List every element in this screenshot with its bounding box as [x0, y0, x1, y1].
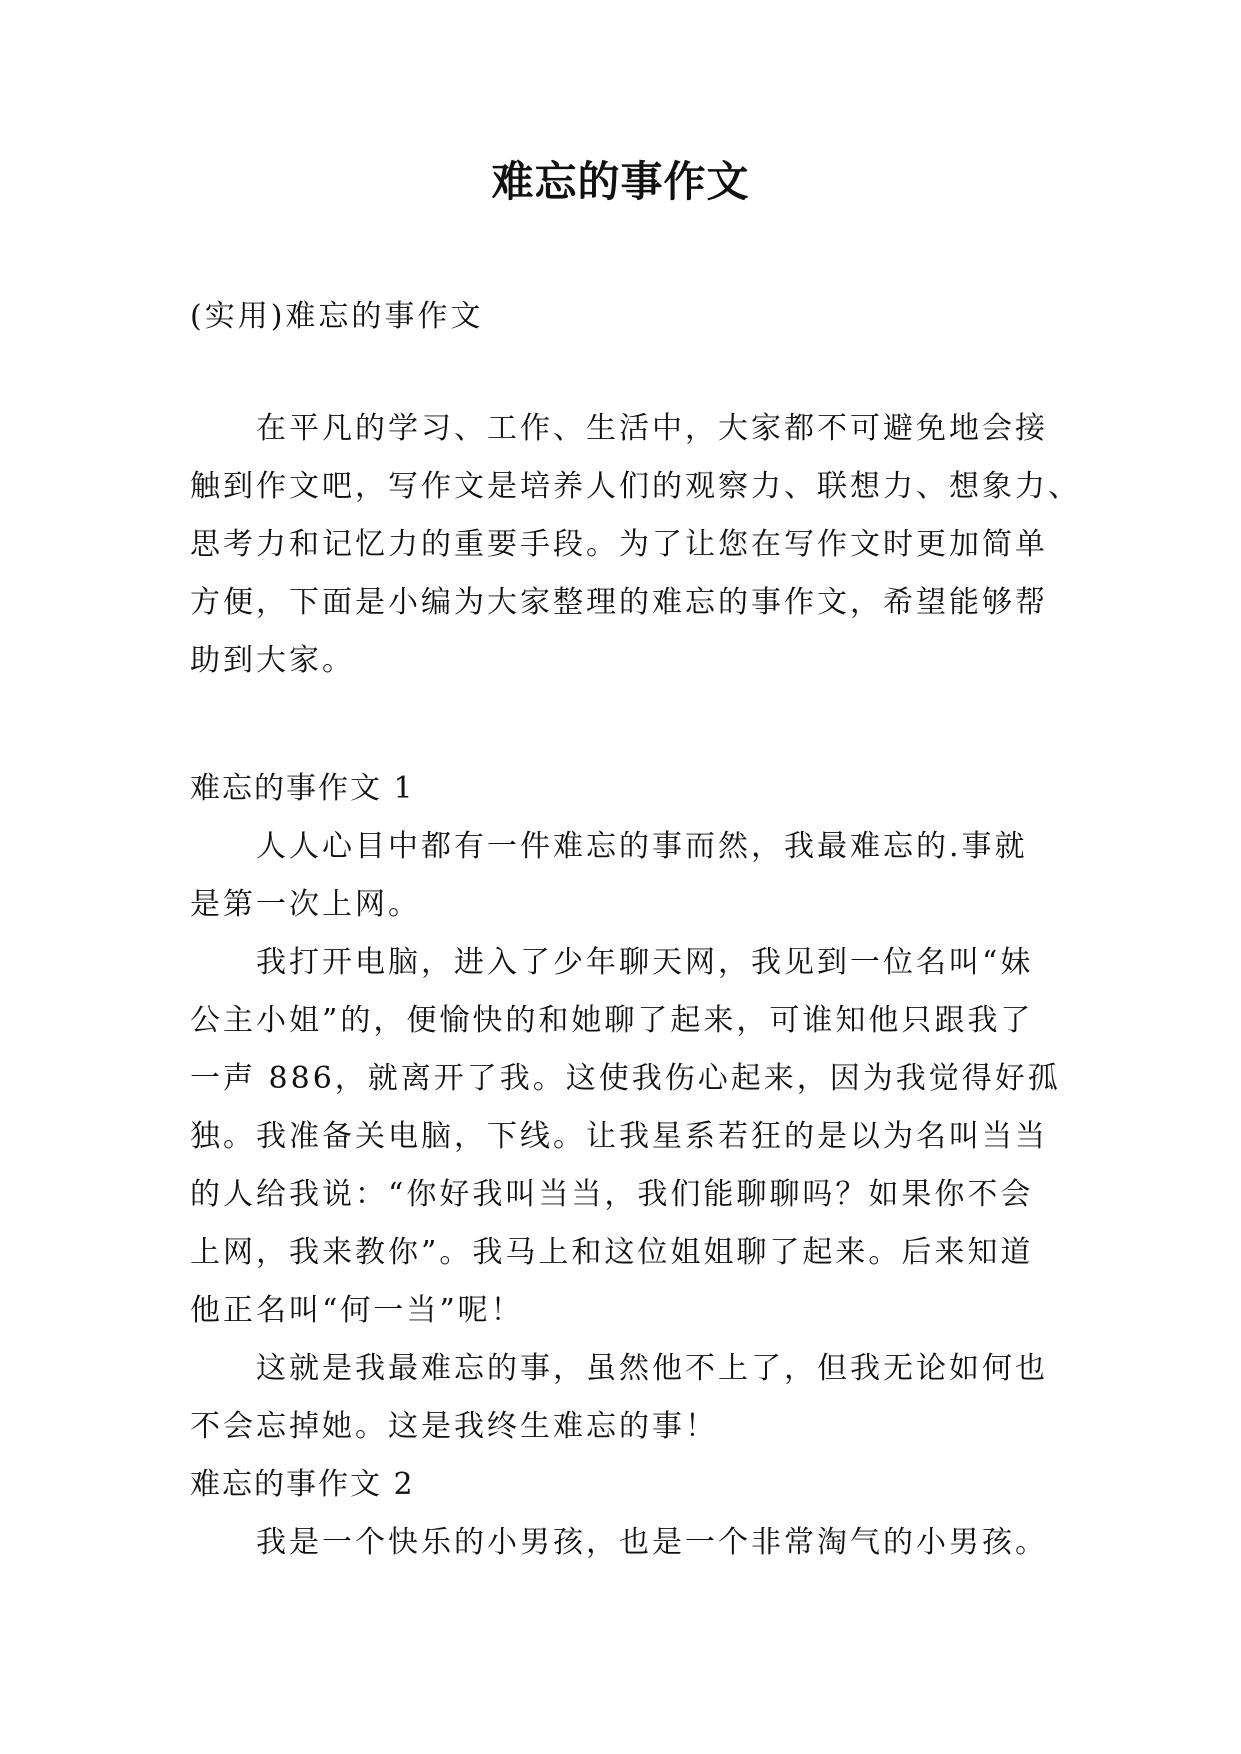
- document-title: 难忘的事作文: [491, 157, 750, 206]
- essay-line: 上网，我来教你”。我马上和这位姐姐聊了起来。后来知道: [190, 1235, 1034, 1270]
- essay-line: 一声 886，就离开了我。这使我伤心起来，因为我觉得好孤: [190, 1061, 1061, 1096]
- essay-heading-1: 难忘的事作文 1: [190, 771, 415, 806]
- essay-line: 公主小姐”的，便愉快的和她聊了起来，可谁知他只跟我了: [190, 1003, 1034, 1038]
- essay-line: 不会忘掉她。这是我终生难忘的事！: [190, 1409, 718, 1444]
- intro-line: 在平凡的学习、工作、生活中，大家都不可避免地会接: [256, 411, 1048, 446]
- essay-line: 的人给我说：“你好我叫当当，我们能聊聊吗？如果你不会: [190, 1177, 1034, 1212]
- essay-line: 独。我准备关电脑，下线。让我星系若狂的是以为名叫当当: [190, 1119, 1048, 1154]
- intro-line: 思考力和记忆力的重要手段。为了让您在写作文时更加简单: [190, 527, 1048, 562]
- essay-line: 我是一个快乐的小男孩，也是一个非常淘气的小男孩。: [256, 1525, 1048, 1560]
- essay-line: 我打开电脑，进入了少年聊天网，我见到一位名叫“妹: [256, 945, 1034, 980]
- intro-line: 助到大家。: [190, 643, 355, 678]
- subtitle-line: (实用)难忘的事作文: [190, 299, 484, 334]
- intro-line: 触到作文吧，写作文是培养人们的观察力、联想力、想象力、: [190, 469, 1081, 504]
- intro-line: 方便，下面是小编为大家整理的难忘的事作文，希望能够帮: [190, 585, 1048, 620]
- intro-paragraph: [190, 400, 1081, 690]
- essay-line: 这就是我最难忘的事，虽然他不上了，但我无论如何也: [256, 1351, 1048, 1386]
- essay-section-1: [190, 760, 1061, 1572]
- essay-line: 人人心目中都有一件难忘的事而然，我最难忘的.事就: [256, 829, 1028, 864]
- essay-line: 他正名叫“何一当”呢！: [190, 1293, 524, 1328]
- document-subtitle: [190, 288, 1050, 346]
- essay-line: 是第一次上网。: [190, 887, 421, 922]
- essay-heading-2: 难忘的事作文 2: [190, 1467, 415, 1502]
